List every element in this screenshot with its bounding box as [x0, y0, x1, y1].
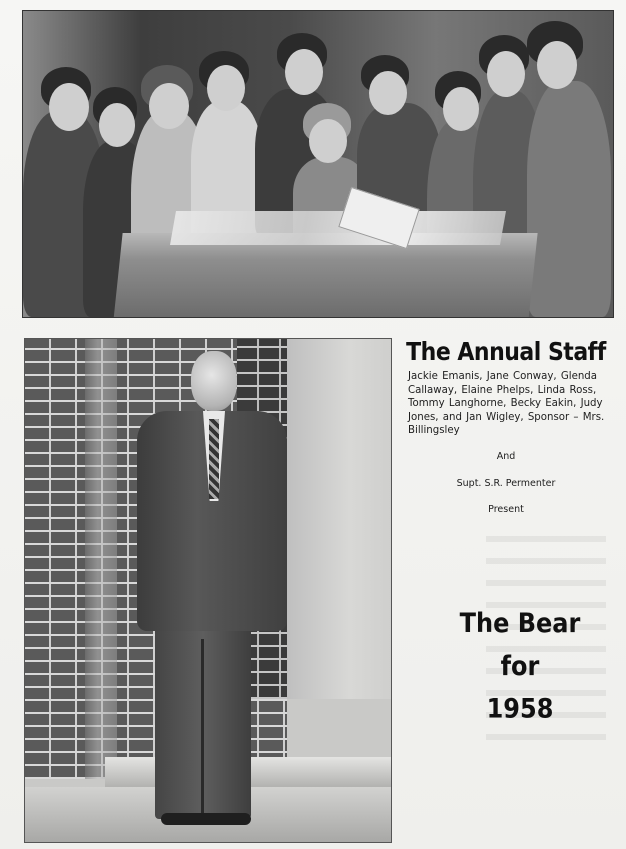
yearbook-layout-sheets	[170, 211, 506, 245]
work-table	[113, 233, 537, 318]
staff-member-head	[309, 119, 347, 163]
present-text: Present	[488, 504, 524, 515]
staff-member-head	[149, 83, 189, 129]
annual-staff-title: The Annual Staff	[406, 338, 606, 367]
superintendent-name: Supt. S.R. Permenter	[456, 478, 556, 489]
man-tie	[209, 419, 219, 499]
man-shoes	[161, 813, 251, 825]
staff-member-head	[369, 71, 407, 115]
staff-member-head	[443, 87, 479, 131]
staff-member-head	[49, 83, 89, 131]
plain-wall	[287, 339, 391, 699]
bear-title-block	[440, 602, 600, 730]
staff-member-figure	[527, 81, 611, 317]
staff-member-head	[207, 65, 245, 111]
brick-pillar-shadow	[85, 339, 117, 779]
staff-names-list: Jackie Emanis, Jane Conway, Glenda Callaway, Elaine Phelps, Linda Ross, Tommy Langhorne, Becky Eakin, Judy Jones, and Jan Wigley, Sponsor – Mrs. Billingsley	[408, 371, 605, 437]
bear-title-year: 1958	[486, 692, 554, 725]
staff-member-head	[537, 41, 577, 89]
bear-title-line1: The Bear	[459, 607, 581, 639]
annual-staff-group-photo	[22, 10, 614, 318]
man-head	[191, 351, 237, 411]
superintendent-portrait-photo	[24, 338, 392, 843]
bear-title-line2: for	[500, 650, 540, 682]
trouser-crease	[201, 639, 204, 819]
staff-member-head	[285, 49, 323, 95]
staff-member-head	[487, 51, 525, 97]
and-text: And	[496, 451, 516, 462]
staff-member-head	[99, 103, 135, 147]
